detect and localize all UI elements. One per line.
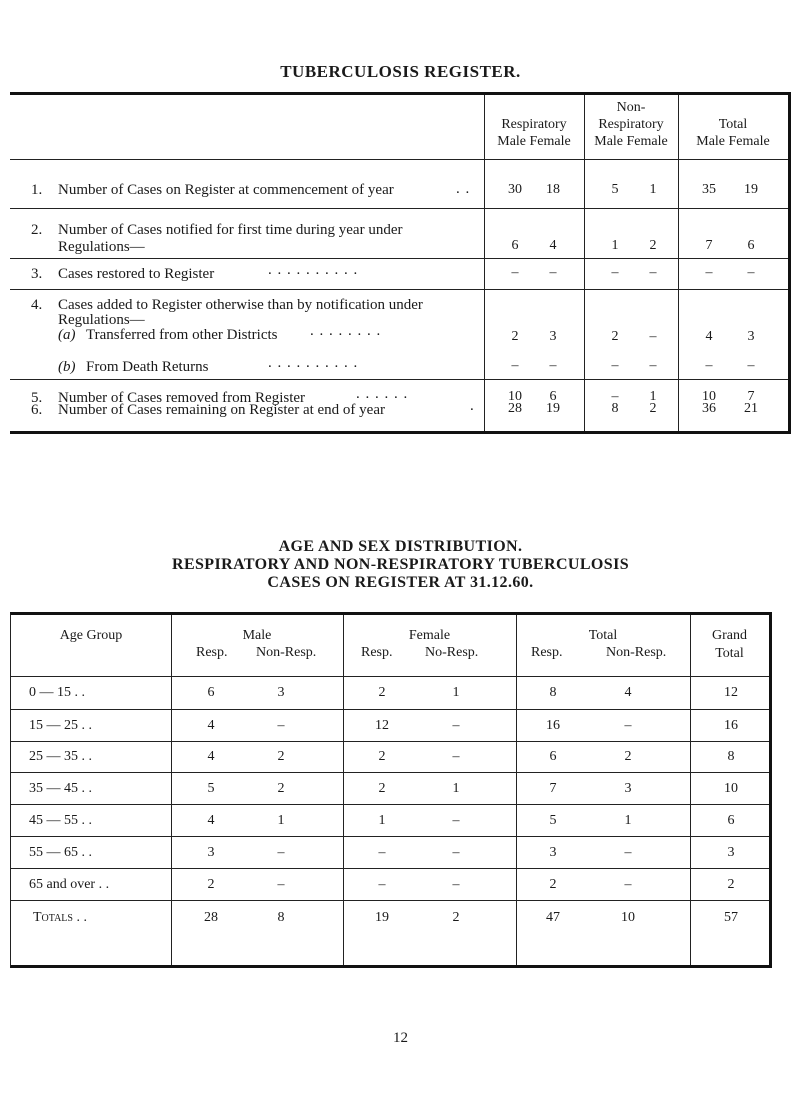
register-title: TUBERCULOSIS REGISTER. <box>280 62 521 81</box>
female-header: Female <box>408 628 451 643</box>
total-nonresp-subheader: Non-Resp. <box>606 645 667 660</box>
total-resp-subheader: Resp. <box>531 645 563 660</box>
tuberculosis-register-table: Respiratory Male Female Non- Respiratory Male Female Total Male Female 1. Number of Cases on Register at commencement of year . . 30 18 5 1 35 19 2. Number of Cases notified for first time during year under Regulations— 6 4 1 2 7 6 3. Cases restored to Register . . . . . . . . . . – – – – – – 4. Cases added to Register otherwise than by notification under Regulations— (a) Transferred from other Districts . . . . . . . . 2 3 2 – 4 3 (b) From Death Returns . . . . . . . . . . – – – – – – 5. Number of Cases removed from Register . . . . . . 10 6 – 1 10 7 6. Number of Cases remaining on Register at end of year . 28 19 8 2 36 21 <box>10 92 791 434</box>
distribution-title: AGE AND SEX DISTRIBUTION. RESPIRATORY AND NON-RESPIRATORY TUBERCULOSIS CASES ON REGISTER AT 31.12.60. <box>171 538 629 591</box>
non-respiratory-header: Non- Respiratory Male Female <box>594 100 668 149</box>
female-noresp-subheader: No-Resp. <box>425 645 479 660</box>
female-resp-subheader: Resp. <box>361 645 393 660</box>
total-header: Total <box>588 628 618 643</box>
page-number: 12 <box>393 1030 408 1046</box>
respiratory-header: Respiratory Male Female <box>497 117 571 149</box>
age-sex-distribution-table: Age Group Male Resp. Non-Resp. Female Resp. No-Resp. Total Resp. Non-Resp. Grand Total 0 — 15 . . 6 3 2 1 8 4 12 15 — 25 . . 4 – 12 – 16 – 16 25 — 35 . . 4 2 2 – 6 2 8 35 — 45 . . 5 2 2 1 7 3 10 45 — 55 . . 4 1 1 – 5 1 6 55 — 65 . . 3 – – – 3 – 3 65 and over . . 2 – – – 2 – 2 Totals . . 28 8 19 2 47 10 57 <box>10 612 772 968</box>
age-group-header: Age Group <box>59 628 123 643</box>
male-header: Male <box>242 628 272 643</box>
total-header: Total Male Female <box>696 117 770 149</box>
male-resp-subheader: Resp. <box>196 645 228 660</box>
grand-total-header: Grand Total <box>712 628 747 661</box>
male-nonresp-subheader: Non-Resp. <box>256 645 317 660</box>
